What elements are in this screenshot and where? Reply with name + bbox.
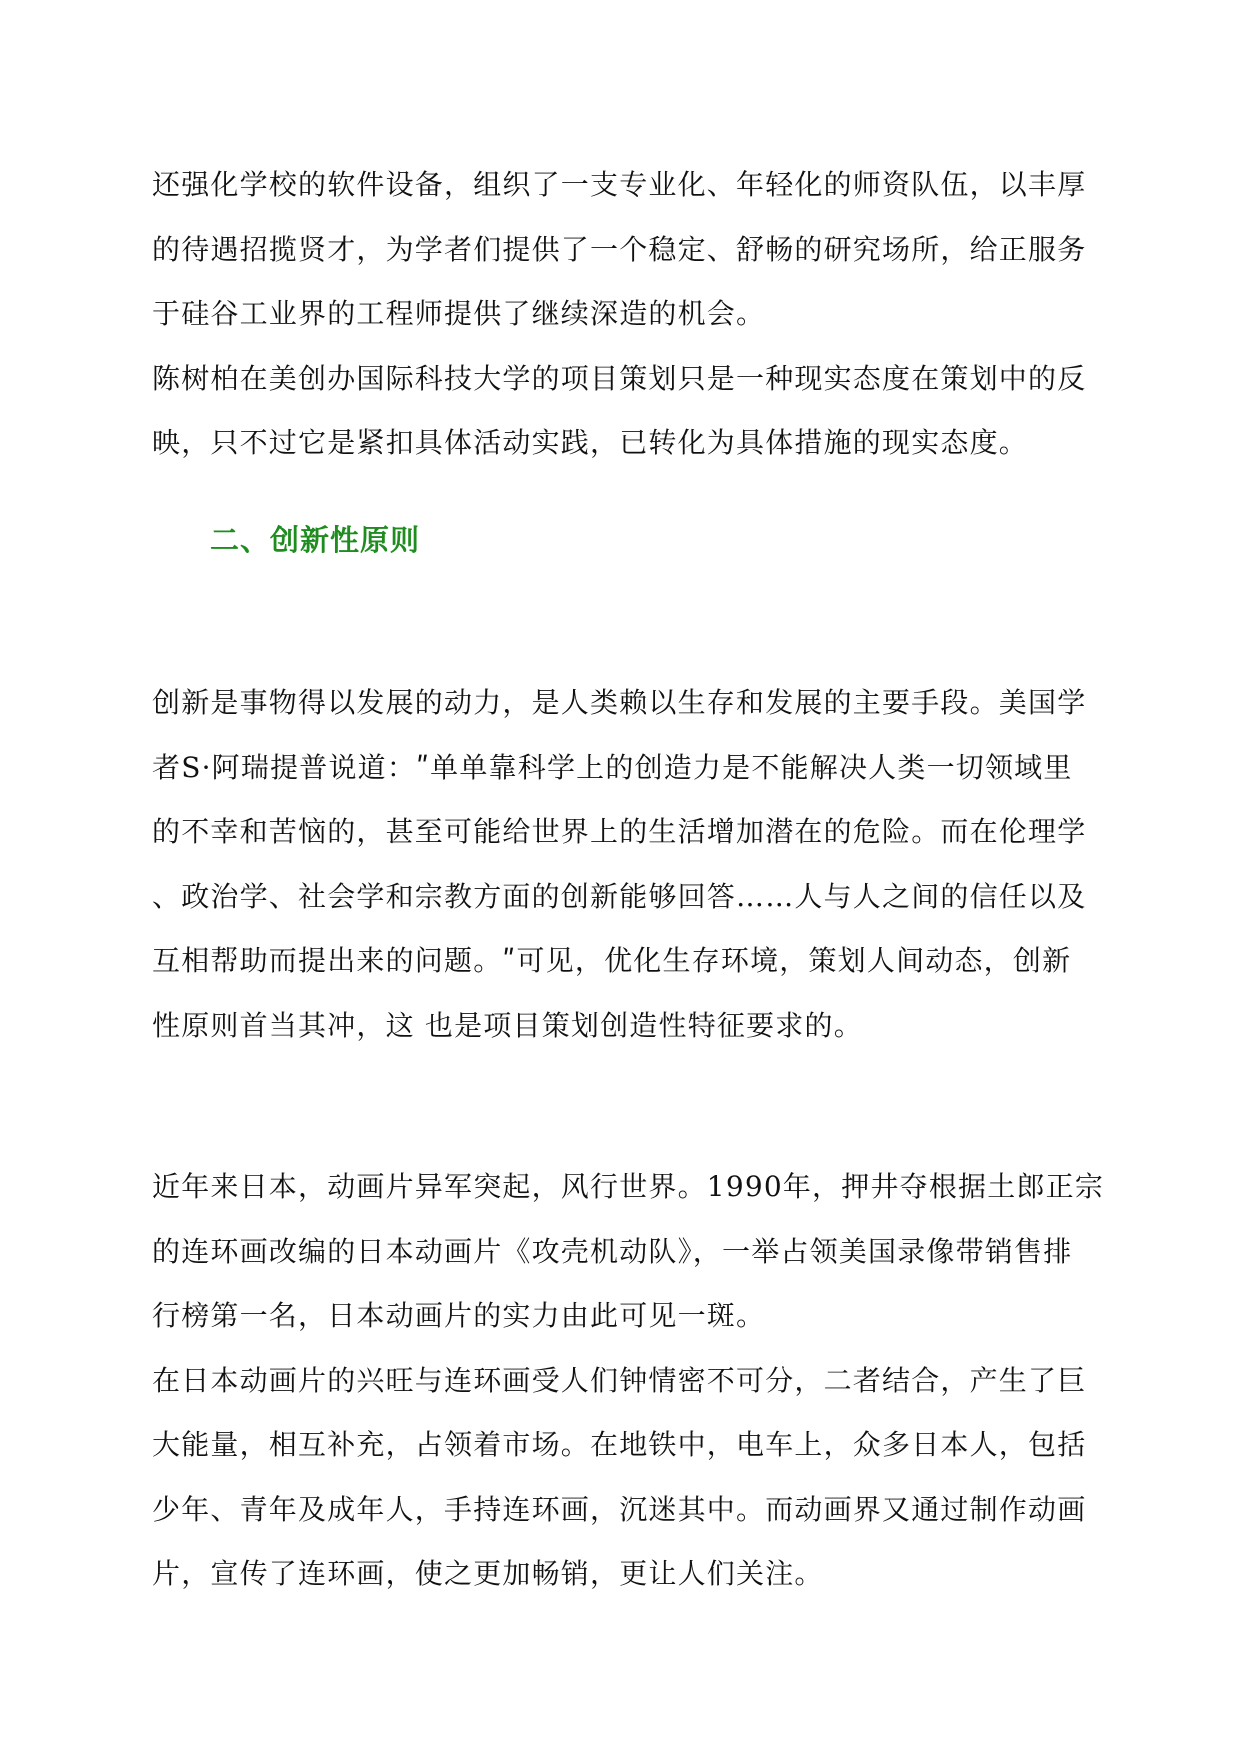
paragraph-3-line-3: 的不幸和苦恼的，甚至可能给世界上的生活增加潜在的危险。而在伦理学 — [152, 815, 1087, 848]
paragraph-4-line-3: 行榜第一名，日本动画片的实力由此可见一斑。 — [152, 1299, 766, 1332]
paragraph-5-line-1: 在日本动画片的兴旺与连环画受人们钟情密不可分，二者结合，产生了巨 — [152, 1364, 1087, 1397]
paragraph-2-line-1: 陈树柏在美创办国际科技大学的项目策划只是一种现实态度在策划中的反 — [152, 362, 1087, 395]
paragraph-3-line-4: 、政治学、社会学和宗教方面的创新能够回答……人与人之间的信任以及 — [152, 880, 1087, 913]
paragraph-4-line-1: 近年来日本，动画片异军突起，风行世界。1990年，押井夺根据土郎正宗 — [152, 1170, 1105, 1203]
paragraph-5-line-4: 片，宣传了连环画，使之更加畅销，更让人们关注。 — [152, 1557, 824, 1590]
paragraph-1-line-3: 于硅谷工业界的工程师提供了继续深造的机会。 — [152, 297, 766, 330]
paragraph-3-line-2: 者S·阿瑞提普说道：ʺ单单靠科学上的创造力是不能解决人类一切领域里 — [152, 751, 1073, 784]
paragraph-4-line-2: 的连环画改编的日本动画片《攻壳机动队》，一举占领美国录像带销售排 — [152, 1235, 1073, 1268]
paragraph-5-line-3: 少年、青年及成年人，手持连环画，沉迷其中。而动画界又通过制作动画 — [152, 1493, 1087, 1526]
section-heading: 二、创新性原则 — [210, 523, 421, 557]
paragraph-1-line-1: 还强化学校的软件设备，组织了一支专业化、年轻化的师资队伍，以丰厚 — [152, 168, 1087, 201]
paragraph-3-line-5: 互相帮助而提出来的问题。ʺ可见，优化生存环境，策划人间动态，创新 — [152, 944, 1072, 977]
paragraph-3-line-1: 创新是事物得以发展的动力，是人类赖以生存和发展的主要手段。美国学 — [152, 686, 1087, 719]
paragraph-5-line-2: 大能量，相互补充，占领着市场。在地铁中，电车上，众多日本人，包括 — [152, 1428, 1087, 1461]
paragraph-2-line-2: 映，只不过它是紧扣具体活动实践，已转化为具体措施的现实态度。 — [152, 426, 1029, 459]
paragraph-3-line-6: 性原则首当其冲，这 也是项目策划创造性特征要求的。 — [152, 1009, 863, 1042]
paragraph-1-line-2: 的待遇招揽贤才，为学者们提供了一个稳定、舒畅的研究场所，给正服务 — [152, 233, 1087, 266]
